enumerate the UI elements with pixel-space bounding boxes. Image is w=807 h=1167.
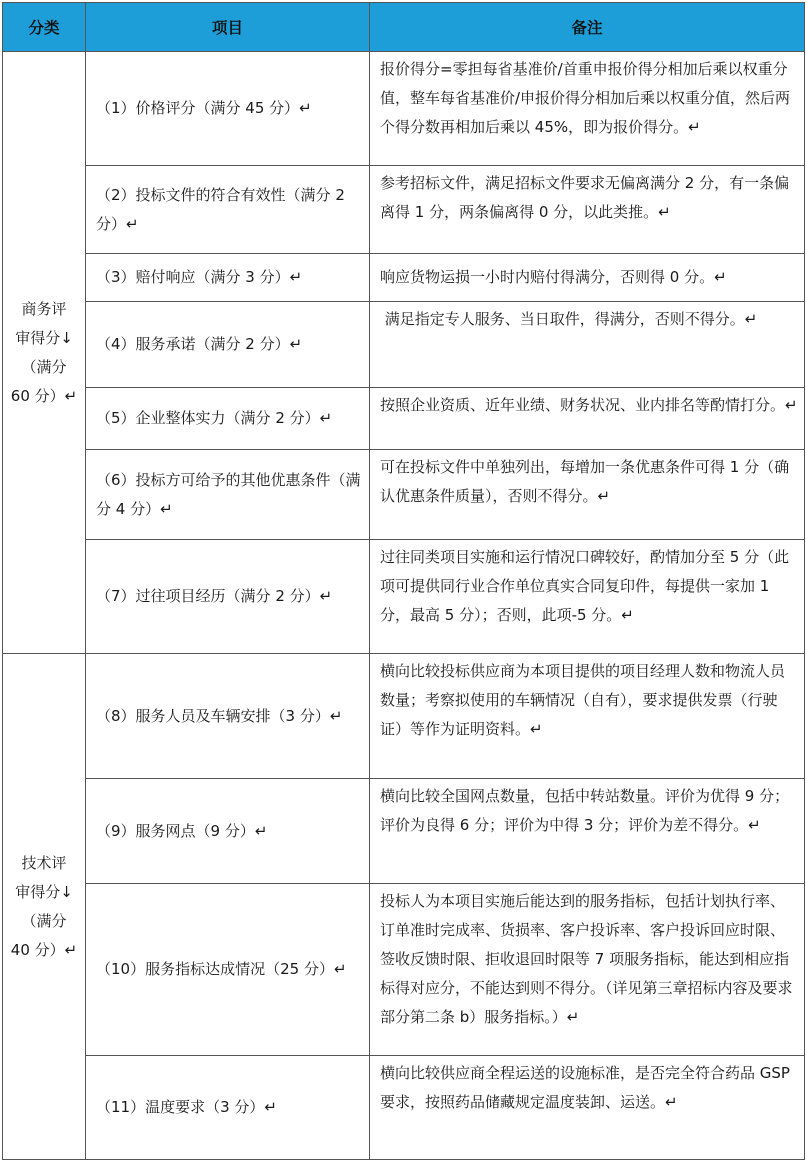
note-cell: 横向比较投标供应商为本项目提供的项目经理人数和物流人员数量；考察拟使用的车辆情况（自有），要求提供发票（行驶证）等作为证明资料。↵: [370, 654, 805, 779]
header-note: 备注: [370, 3, 805, 52]
table-row: [3, 388, 805, 450]
note-cell: 投标人为本项目实施后能达到的服务指标，包括计划执行率、订单准时完成率、货损率、客户投诉率、客户投诉回应时限、签收反馈时限、拒收退回时限等 7 项服务指标，能达到相应指标得对应分，不能达到则不得分。（详见第三章招标内容及要求部分第二条 b）服务指标。）↵: [370, 884, 805, 1056]
item-cell: （8）服务人员及车辆安排（3 分）↵: [86, 654, 370, 779]
item-cell: （10）服务指标达成情况（25 分）↵: [86, 884, 370, 1056]
header-item: 项目: [86, 3, 370, 52]
scoring-table-container: [2, 2, 804, 1160]
table-row: [3, 884, 805, 1056]
note-cell: 按照企业资质、近年业绩、财务状况、业内排名等酌情打分。↵: [370, 388, 805, 450]
item-cell: （2）投标文件的符合有效性（满分 2 分）↵: [86, 166, 370, 254]
item-cell: （11）温度要求（3 分）↵: [86, 1056, 370, 1160]
note-cell: 横向比较供应商全程运送的设施标准，是否完全符合药品 GSP 要求，按照药品储藏规定温度装卸、运送。↵: [370, 1056, 805, 1160]
category-commercial: 商务评 审得分↓ （满分 60 分）↵: [3, 52, 86, 654]
note-cell: 过往同类项目实施和运行情况口碑较好，酌情加分至 5 分（此项可提供同行业合作单位真实合同复印件，每提供一家加 1 分，最高 5 分）；否则，此项-5 分。↵: [370, 540, 805, 654]
note-cell: 参考招标文件，满足招标文件要求无偏离满分 2 分，有一条偏离得 1 分，两条偏离得 0 分，以此类推。↵: [370, 166, 805, 254]
table-row: [3, 254, 805, 302]
header-row: [3, 3, 805, 52]
note-cell: 满足指定专人服务、当日取件，得满分，否则不得分。↵: [370, 302, 805, 388]
item-cell: （7）过往项目经历（满分 2 分）↵: [86, 540, 370, 654]
note-cell: 横向比较全国网点数量，包括中转站数量。评价为优得 9 分；评价为良得 6 分；评价为中得 3 分；评价为差不得分。↵: [370, 779, 805, 884]
category-technical: 技术评 审得分↓ （满分 40 分）↵: [3, 654, 86, 1160]
item-cell: （6）投标方可给予的其他优惠条件（满分 4 分）↵: [86, 450, 370, 540]
table-row: [3, 450, 805, 540]
item-cell: （4）服务承诺（满分 2 分）↵: [86, 302, 370, 388]
scoring-table: [2, 2, 805, 1160]
table-row: [3, 302, 805, 388]
table-row: [3, 779, 805, 884]
table-row: [3, 52, 805, 166]
item-cell: （5）企业整体实力（满分 2 分）↵: [86, 388, 370, 450]
table-row: [3, 1056, 805, 1160]
table-row: [3, 166, 805, 254]
item-cell: （9）服务网点（9 分）↵: [86, 779, 370, 884]
note-cell: 报价得分=零担每省基准价/首重申报价得分相加后乘以权重分值，整车每省基准价/申报价得分相加后乘以权重分值，然后两个得分数再相加后乘以 45%，即为报价得分。↵: [370, 52, 805, 166]
header-category: 分类: [3, 3, 86, 52]
item-cell: （1）价格评分（满分 45 分）↵: [86, 52, 370, 166]
item-cell: （3）赔付响应（满分 3 分）↵: [86, 254, 370, 302]
table-row: [3, 654, 805, 779]
table-row: [3, 540, 805, 654]
note-cell: 响应货物运损一小时内赔付得满分，否则得 0 分。↵: [370, 254, 805, 302]
note-cell: 可在投标文件中单独列出，每增加一条优惠条件可得 1 分（确认优惠条件质量），否则不得分。↵: [370, 450, 805, 540]
